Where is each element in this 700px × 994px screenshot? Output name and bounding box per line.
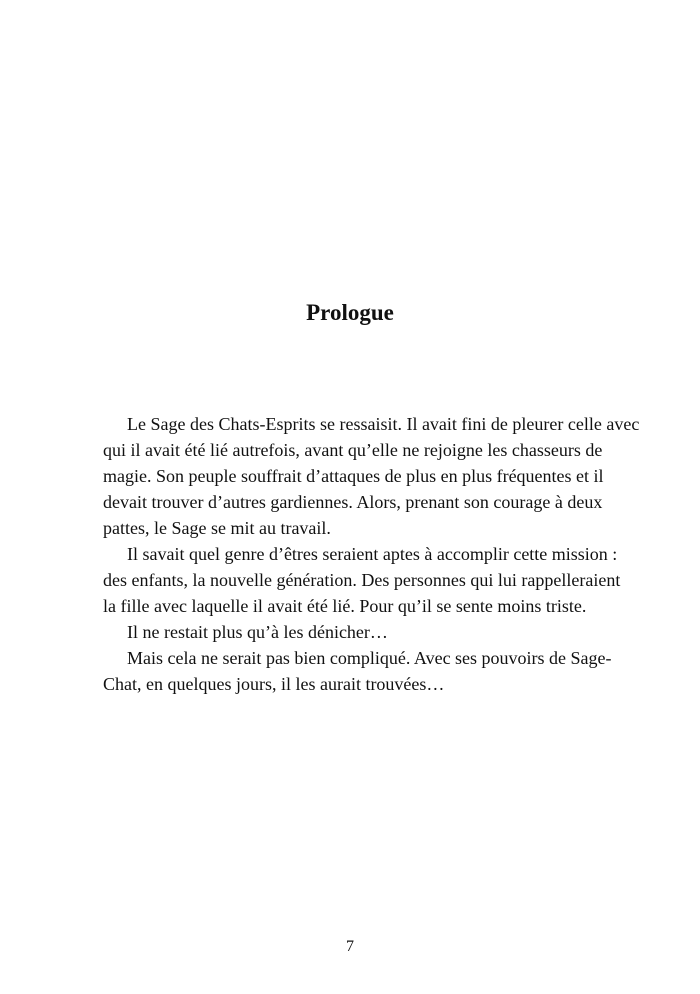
chapter-title: Prologue — [306, 300, 394, 325]
text-line: Mais cela ne serait pas bien compliqué. Avec ses pouvoirs de Sage- — [127, 648, 612, 668]
text-line: la fille avec laquelle il avait été lié. Pour qu’il se sente moins triste. — [103, 596, 587, 616]
text-line: pattes, le Sage se mit au travail. — [103, 518, 331, 538]
paragraph — [103, 411, 640, 541]
text-line: Il ne restait plus qu’à les dénicher… — [127, 622, 388, 642]
text-line: des enfants, la nouvelle génération. Des personnes qui lui rappelleraient — [103, 570, 621, 590]
text-line: qui il avait été lié autrefois, avant qu’elle ne rejoigne les chasseurs de — [103, 440, 603, 460]
paragraph — [103, 645, 612, 697]
paragraph — [103, 541, 621, 619]
paragraph — [103, 619, 597, 645]
text-line: magie. Son peuple souffrait d’attaques de plus en plus fréquentes et il — [103, 466, 604, 486]
text-line: Chat, en quelques jours, il les aurait trouvées… — [103, 674, 445, 694]
page-number: 7 — [346, 938, 354, 955]
text-line: Il savait quel genre d’êtres seraient aptes à accomplir cette mission : — [127, 544, 618, 564]
text-line: devait trouver d’autres gardiennes. Alors, prenant son courage à deux — [103, 492, 603, 512]
prologue-text — [103, 411, 640, 697]
text-line: Le Sage des Chats-Esprits se ressaisit. Il avait fini de pleurer celle avec — [127, 414, 640, 434]
